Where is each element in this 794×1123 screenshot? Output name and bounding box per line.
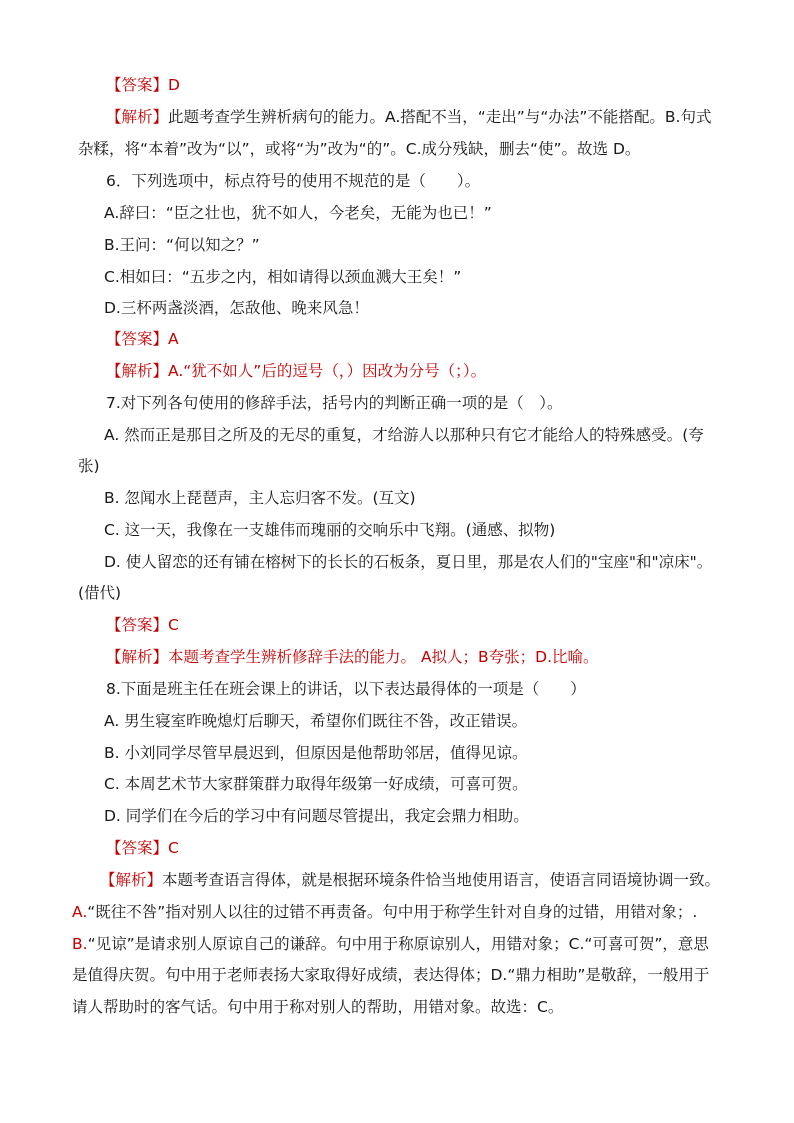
option-b: B.王问：“何以知之？” [104, 236, 260, 254]
option-d: D. 同学们在今后的学习中有问题尽管提出，我定会鼎力相助。 [104, 807, 529, 825]
answer-tag: 【答案】 [106, 76, 169, 94]
option-b: B. 忽闻水上琵琶声，主人忘归客不发。(互文) [104, 489, 416, 507]
explanation-line [72, 933, 709, 955]
explanation-line [72, 901, 697, 923]
question-stem: 6．下列选项中，标点符号的使用不规范的是（ ）。 [106, 172, 481, 190]
answer-tag: 【答案】 [106, 330, 169, 348]
explanation-line: 杂糅，将“本着”改为“以”，或将“为”改为“的”。C.成分残缺，删去“使”。故选 D。 [78, 140, 641, 158]
explanation-prefix: B. [72, 935, 88, 953]
option-a-wrap: 张) [78, 457, 100, 475]
explanation-text: A.“犹不如人”后的逗号（，）因改为分号（；）。 [168, 362, 487, 380]
answer-label [106, 328, 179, 350]
explanation-tag: 【解析】 [106, 648, 169, 666]
explanation-line: 是值得庆贺。句中用于老师表扬大家取得好成绩，表达得体；D.“鼎力相助”是敬辞，一般用于 [72, 966, 710, 984]
option-d: D. 使人留恋的还有铺在榕树下的长长的石板条，夏日里，那是农人们的"宝座"和"凉床"。 [104, 553, 713, 571]
answer-tag: 【答案】 [106, 839, 169, 857]
answer-value: C [168, 616, 179, 634]
explanation-line [100, 869, 720, 891]
option-a: A. 男生寝室昨晚熄灯后聊天，希望你们既往不咎，改正错误。 [104, 712, 528, 730]
answer-tag: 【答案】 [106, 616, 169, 634]
explanation-tag: 【解析】 [106, 362, 169, 380]
option-b: B. 小刘同学尽管早晨迟到，但原因是他帮助邻居，值得见谅。 [104, 744, 528, 762]
explanation-text: “见谅”是请求别人原谅自己的谦辞。句中用于称原谅别人，用错对象；C.“可喜可贺”，意思 [87, 935, 709, 953]
question-stem: 8.下面是班主任在班会课上的讲话，以下表达最得体的一项是（ ） [106, 680, 586, 698]
explanation-line [106, 106, 711, 128]
explanation-line: 请人帮助时的客气话。句中用于称对别人的帮助，用错对象。故选：C。 [72, 998, 564, 1016]
answer-label [106, 837, 179, 859]
explanation-line [106, 646, 599, 668]
option-d: D.三杯两盏淡酒，怎敌他、晚来风急！ [104, 299, 369, 317]
explanation-tag: 【解析】 [100, 871, 163, 889]
option-d-wrap: (借代) [78, 584, 122, 602]
explanation-tag: 【解析】 [106, 108, 169, 126]
answer-value: D [168, 76, 180, 94]
answer-label [106, 74, 180, 96]
explanation-prefix: A. [72, 903, 88, 921]
option-a: A.辞曰：“臣之壮也，犹不如人，今老矣，无能为也已！” [104, 204, 492, 222]
question-stem: 7.对下列各句使用的修辞手法，括号内的判断正确一项的是（ ）。 [106, 394, 563, 412]
explanation-text: 此题考查学生辨析病句的能力。A.搭配不当，“走出”与“办法”不能搭配。B.句式 [168, 108, 712, 126]
option-c: C. 这一天，我像在一支雄伟而瑰丽的交响乐中飞翔。(通感、拟物) [104, 521, 556, 539]
explanation-text: 本题考查学生辨析修辞手法的能力。 A拟人；B夸张；D.比喻。 [168, 648, 599, 666]
answer-value: C [168, 839, 179, 857]
option-c: C.相如曰：“五步之内，相如请得以颈血溅大王矣！” [104, 268, 462, 286]
option-a: A. 然而正是那目之所及的无尽的重复，才给游人以那种只有它才能给人的特殊感受。(夸 [104, 426, 704, 444]
answer-label [106, 614, 179, 636]
option-c: C. 本周艺术节大家群策群力取得年级第一好成绩，可喜可贺。 [104, 775, 528, 793]
explanation-text: 本题考查语言得体，就是根据环境条件恰当地使用语言，使语言同语境协调一致。 [162, 871, 721, 889]
explanation-text: “既往不咎”指对别人以往的过错不再责备。句中用于称学生针对自身的过错，用错对象；. [87, 903, 698, 921]
explanation-line [106, 360, 486, 382]
answer-value: A [168, 330, 179, 348]
